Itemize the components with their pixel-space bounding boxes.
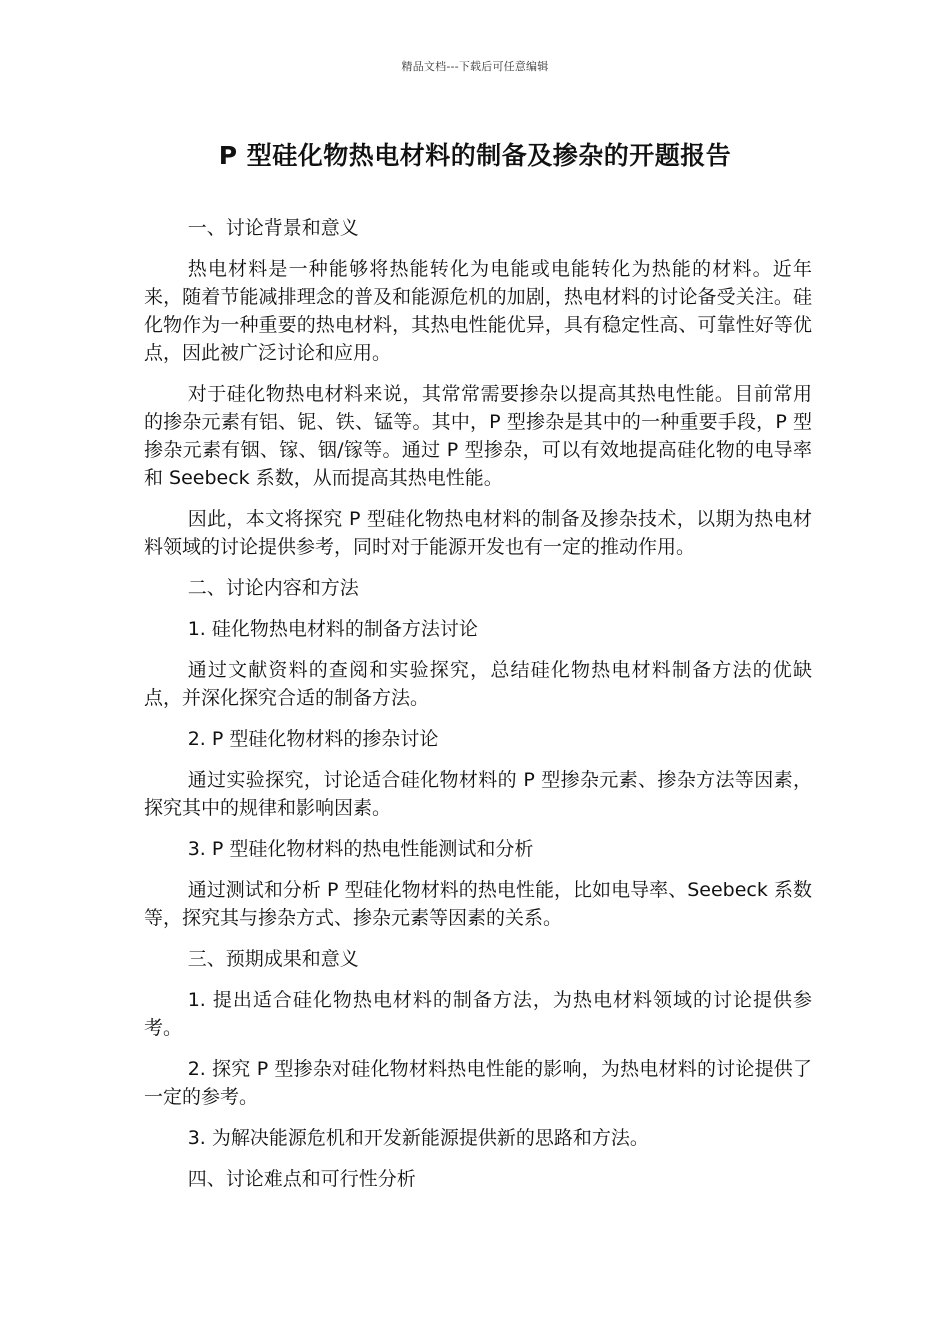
section-heading-background: 一、讨论背景和意义 [187,217,359,239]
subheading-testing: 3. P 型硅化物材料的热电性能测试和分析 [187,838,534,860]
paragraph-purpose: 因此，本文将探究 P 型硅化物热电材料的制备及掺杂技术，以期为热电材料领域的讨论提供参考，同时对于能源开发也有一定的推动作用。 [144,508,812,558]
header-note: 精品文档---下载后可任意编辑 [401,60,549,73]
document-title: P 型硅化物热电材料的制备及掺杂的开题报告 [218,141,732,170]
outcome-item-3: 3. 为解决能源危机和开发新能源提供新的思路和方法。 [187,1127,649,1149]
subheading-preparation: 1. 硅化物热电材料的制备方法讨论 [187,618,478,640]
subheading-doping: 2. P 型硅化物材料的掺杂讨论 [187,728,439,750]
section-heading-difficulties: 四、讨论难点和可行性分析 [187,1168,416,1190]
section-heading-content-methods: 二、讨论内容和方法 [187,577,359,599]
paragraph-testing: 通过测试和分析 P 型硅化物材料的热电性能，比如电导率、Seebeck 系数等，探究其与掺杂方式、掺杂元素等因素的关系。 [144,879,812,929]
paragraph-doping: 对于硅化物热电材料来说，其常常需要掺杂以提高其热电性能。目前常用的掺杂元素有铝、铌、铁、锰等。其中，P 型掺杂是其中的一种重要手段，P 型掺杂元素有铟、镓、铟/镓等。通过 P 型掺杂，可以有效地提高硅化物的电导率和 Seebeck 系数，从而提高其热电性能。 [144,383,812,489]
section-heading-outcomes: 三、预期成果和意义 [187,948,359,970]
document-body [144,214,812,1206]
paragraph-intro: 热电材料是一种能够将热能转化为电能或电能转化为热能的材料。近年来，随着节能减排理念的普及和能源危机的加剧，热电材料的讨论备受关注。硅化物作为一种重要的热电材料，其热电性能优异，具有稳定性高、可靠性好等优点，因此被广泛讨论和应用。 [144,258,812,364]
paragraph-preparation: 通过文献资料的查阅和实验探究，总结硅化物热电材料制备方法的优缺点，并深化探究合适的制备方法。 [144,659,812,709]
paragraph-doping-study: 通过实验探究，讨论适合硅化物材料的 P 型掺杂元素、掺杂方法等因素，探究其中的规律和影响因素。 [144,769,812,819]
outcome-item-2: 2. 探究 P 型掺杂对硅化物材料热电性能的影响，为热电材料的讨论提供了一定的参考。 [144,1058,812,1108]
outcome-item-1: 1. 提出适合硅化物热电材料的制备方法，为热电材料领域的讨论提供参考。 [144,989,812,1039]
